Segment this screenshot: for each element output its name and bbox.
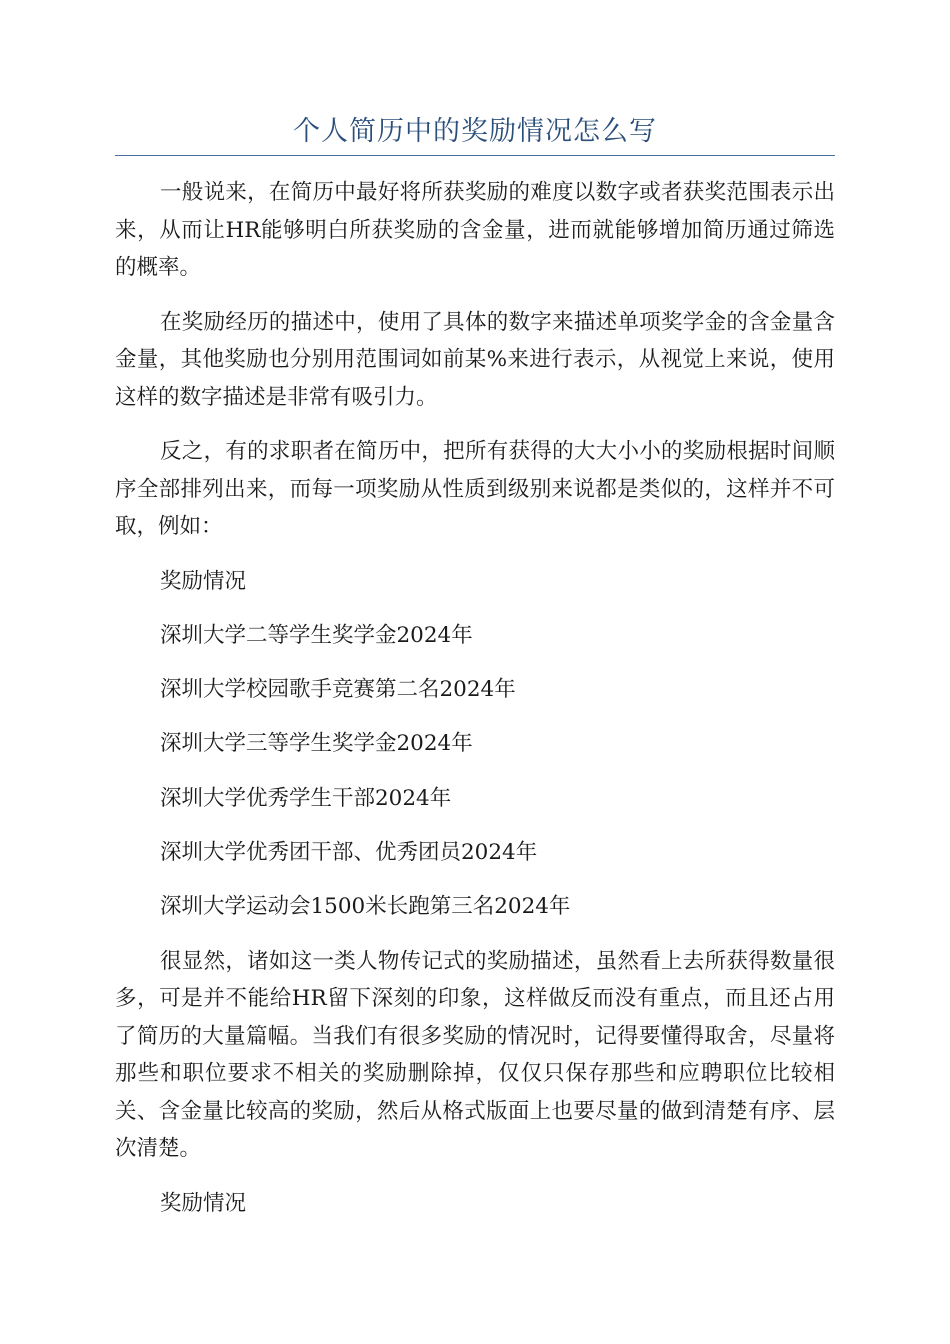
paragraph-description: 在奖励经历的描述中，使用了具体的数字来描述单项奖学金的含金量含金量，其他奖励也分别用范围词如前某%来进行表示，从视觉上来说，使用这样的数字描述是非常有吸引力。 [115, 309, 835, 410]
document-body [115, 174, 835, 1239]
paragraph-counterexample: 反之，有的求职者在简历中，把所有获得的大大小小的奖励根据时间顺序全部排列出来，而每一项奖励从性质到级别来说都是类似的，这样并不可取，例如： [115, 439, 835, 539]
award-list-item: 深圳大学校园歌手竞赛第二名2024年 [160, 677, 516, 703]
award-list-item: 深圳大学二等学生奖学金2024年 [160, 622, 473, 648]
paragraph-intro: 一般说来，在简历中最好将所获奖励的难度以数字或者获奖范围表示出来，从而让HR能够明白所获奖励的含金量，进而就能够增加简历通过筛选的概率。 [115, 180, 835, 280]
title-divider [115, 155, 835, 156]
page-title: 个人简历中的奖励情况怎么写 [293, 116, 657, 147]
award-list-heading-2: 奖励情况 [160, 1190, 247, 1216]
award-list-item: 深圳大学优秀学生干部2024年 [160, 785, 452, 811]
award-list-heading: 奖励情况 [160, 568, 247, 594]
award-list-item: 深圳大学优秀团干部、优秀团员2024年 [160, 839, 538, 865]
paragraph-conclusion: 很显然，诸如这一类人物传记式的奖励描述，虽然看上去所获得数量很多，可是并不能给HR留下深刻的印象，这样做反而没有重点，而且还占用了简历的大量篇幅。当我们有很多奖励的情况时，记得要懂得取舍，尽量将那些和职位要求不相关的奖励删除掉，仅仅只保存那些和应聘职位比较相关、含金量比较高的奖励，然后从格式版面上也要尽量的做到清楚有序、层次清楚。 [115, 948, 835, 1162]
award-list-item: 深圳大学运动会1500米长跑第三名2024年 [160, 894, 571, 920]
award-list-item: 深圳大学三等学生奖学金2024年 [160, 731, 473, 757]
